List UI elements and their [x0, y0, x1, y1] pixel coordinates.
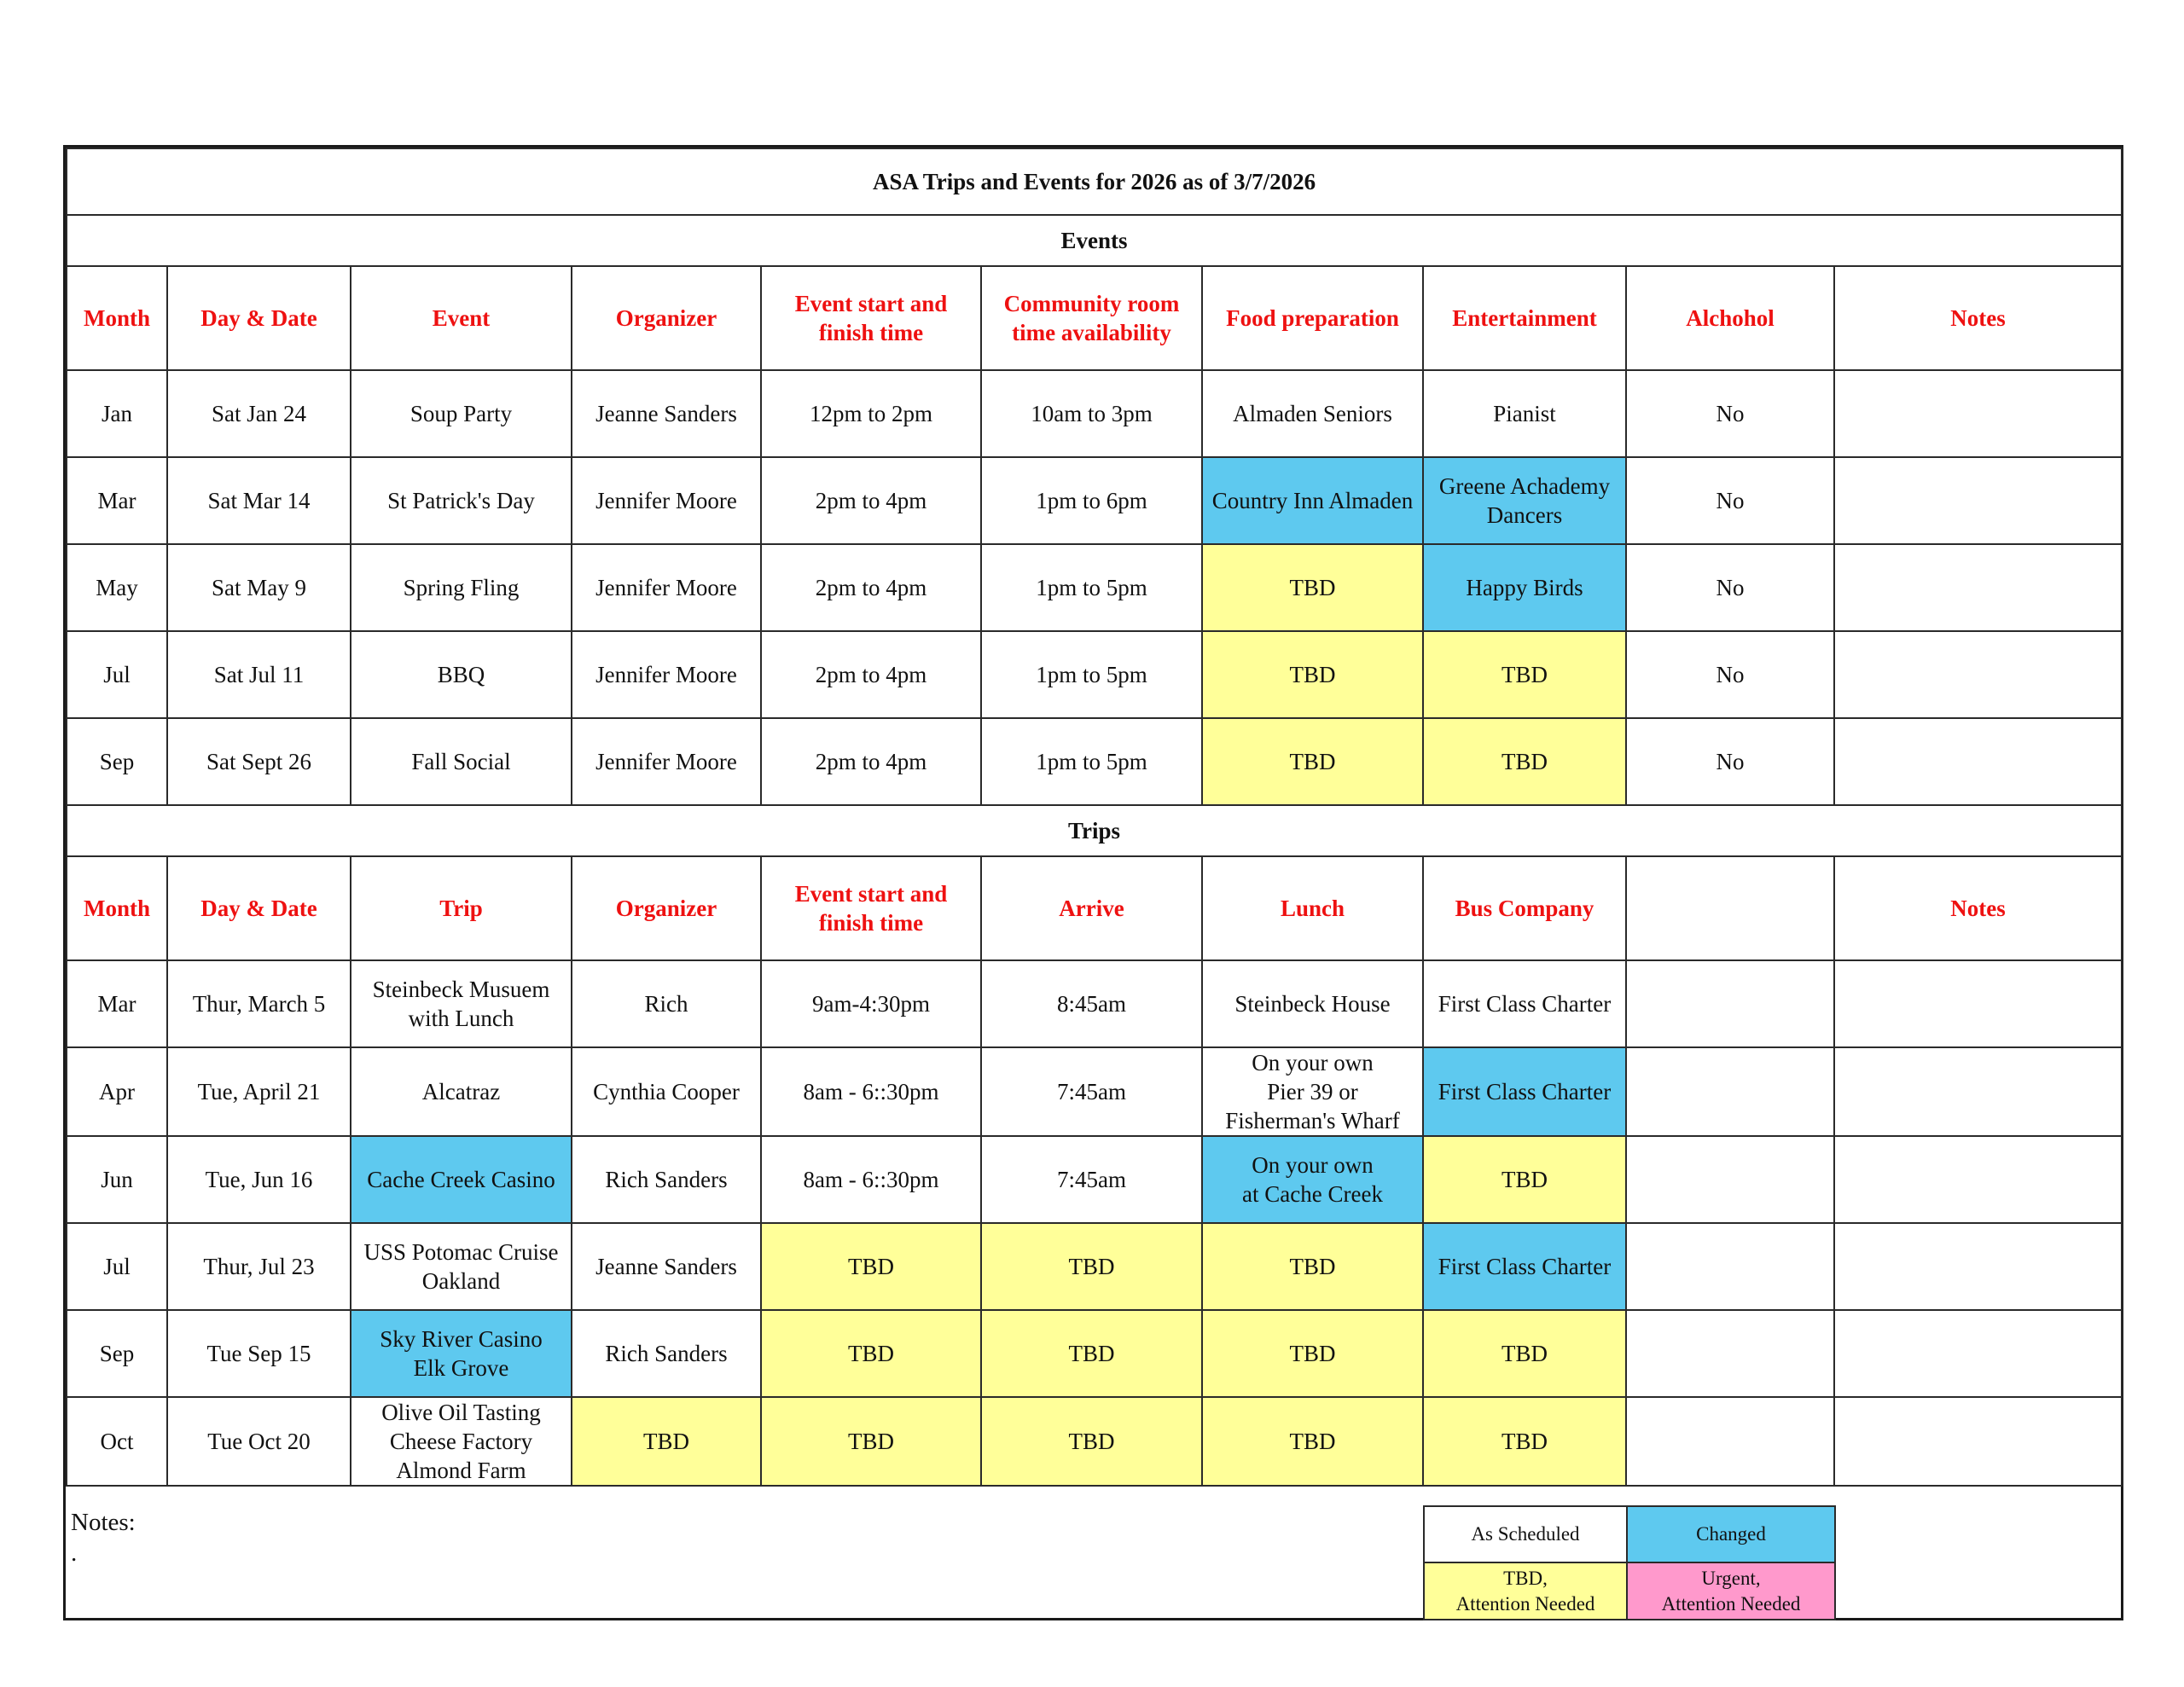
- trip-cell: 8am - 6::30pm: [761, 1136, 981, 1223]
- trips-header-blank: [1626, 856, 1834, 960]
- event-cell: Jennifer Moore: [572, 631, 761, 718]
- events-header-month: Month: [67, 266, 167, 370]
- event-cell: 1pm to 5pm: [981, 718, 1202, 805]
- trip-cell: Thur, March 5: [167, 960, 351, 1047]
- events-header-food: Food preparation: [1202, 266, 1423, 370]
- trip-cell: TBD: [1423, 1136, 1626, 1223]
- trip-cell: Steinbeck House: [1202, 960, 1423, 1047]
- event-cell: [1834, 631, 2122, 718]
- trip-cell: TBD: [981, 1310, 1202, 1397]
- event-cell: Jan: [67, 370, 167, 457]
- event-cell: Sat Jan 24: [167, 370, 351, 457]
- trip-cell: First Class Charter: [1423, 1223, 1626, 1310]
- trip-cell: [1834, 960, 2122, 1047]
- event-cell: [1834, 457, 2122, 544]
- trips-header-time: Event start and finish time: [761, 856, 981, 960]
- trip-cell: Tue Sep 15: [167, 1310, 351, 1397]
- trip-cell: Tue Oct 20: [167, 1397, 351, 1486]
- event-cell: Greene Achademy Dancers: [1423, 457, 1626, 544]
- trips-section-title: Trips: [67, 805, 2122, 856]
- events-header-row: [67, 266, 2122, 370]
- trip-cell: Rich Sanders: [572, 1310, 761, 1397]
- event-cell: No: [1626, 457, 1834, 544]
- event-row: [67, 718, 2122, 805]
- trip-cell: USS Potomac Cruise Oakland: [351, 1223, 572, 1310]
- event-cell: TBD: [1202, 544, 1423, 631]
- legend-changed: Changed: [1626, 1505, 1836, 1563]
- event-row: [67, 544, 2122, 631]
- trips-header-month: Month: [67, 856, 167, 960]
- trip-cell: Oct: [67, 1397, 167, 1486]
- trip-cell: [1626, 1223, 1834, 1310]
- event-cell: TBD: [1423, 631, 1626, 718]
- event-row: [67, 631, 2122, 718]
- trip-cell: TBD: [1202, 1397, 1423, 1486]
- trip-cell: 8am - 6::30pm: [761, 1047, 981, 1136]
- trip-cell: Apr: [67, 1047, 167, 1136]
- trips-header-row: [67, 856, 2122, 960]
- event-cell: No: [1626, 544, 1834, 631]
- trip-cell: Jun: [67, 1136, 167, 1223]
- trip-row: [67, 960, 2122, 1047]
- event-cell: Pianist: [1423, 370, 1626, 457]
- event-cell: No: [1626, 631, 1834, 718]
- event-cell: Jul: [67, 631, 167, 718]
- trip-cell: [1834, 1136, 2122, 1223]
- events-header-alcohol: Alchohol: [1626, 266, 1834, 370]
- trip-cell: [1626, 960, 1834, 1047]
- events-header-event: Event: [351, 266, 572, 370]
- trip-row: [67, 1223, 2122, 1310]
- event-cell: No: [1626, 718, 1834, 805]
- trip-cell: First Class Charter: [1423, 960, 1626, 1047]
- event-cell: 12pm to 2pm: [761, 370, 981, 457]
- trip-cell: TBD: [761, 1310, 981, 1397]
- event-cell: 2pm to 4pm: [761, 544, 981, 631]
- events-header-notes: Notes: [1834, 266, 2122, 370]
- event-cell: Mar: [67, 457, 167, 544]
- trip-cell: Thur, Jul 23: [167, 1223, 351, 1310]
- trip-row: [67, 1047, 2122, 1136]
- trip-cell: Tue, Jun 16: [167, 1136, 351, 1223]
- page-title: ASA Trips and Events for 2026 as of 3/7/2026: [67, 148, 2122, 215]
- event-cell: 10am to 3pm: [981, 370, 1202, 457]
- events-header-entertainment: Entertainment: [1423, 266, 1626, 370]
- trip-cell: Tue, April 21: [167, 1047, 351, 1136]
- event-cell: 2pm to 4pm: [761, 457, 981, 544]
- trip-cell: TBD: [981, 1223, 1202, 1310]
- trips-header-arrive: Arrive: [981, 856, 1202, 960]
- trip-cell: Mar: [67, 960, 167, 1047]
- event-cell: Sat May 9: [167, 544, 351, 631]
- event-cell: Soup Party: [351, 370, 572, 457]
- trip-cell: Rich: [572, 960, 761, 1047]
- event-cell: [1834, 370, 2122, 457]
- event-cell: Sat Mar 14: [167, 457, 351, 544]
- event-cell: Country Inn Almaden: [1202, 457, 1423, 544]
- trip-cell: [1626, 1310, 1834, 1397]
- event-cell: St Patrick's Day: [351, 457, 572, 544]
- legend-urgent: Urgent, Attention Needed: [1626, 1562, 1836, 1620]
- legend-as-scheduled: As Scheduled: [1423, 1505, 1628, 1563]
- schedule-table: [66, 148, 2123, 1487]
- trip-cell: [1626, 1047, 1834, 1136]
- trip-cell: 9am-4:30pm: [761, 960, 981, 1047]
- event-cell: [1834, 718, 2122, 805]
- trip-cell: TBD: [761, 1223, 981, 1310]
- trips-header-bus: Bus Company: [1423, 856, 1626, 960]
- trip-cell: On your own at Cache Creek: [1202, 1136, 1423, 1223]
- events-header-time: Event start and finish time: [761, 266, 981, 370]
- event-cell: Jeanne Sanders: [572, 370, 761, 457]
- event-cell: May: [67, 544, 167, 631]
- trip-cell: TBD: [1202, 1310, 1423, 1397]
- trips-header-notes: Notes: [1834, 856, 2122, 960]
- trip-cell: [1834, 1397, 2122, 1486]
- event-row: [67, 370, 2122, 457]
- events-header-room: Community room time availability: [981, 266, 1202, 370]
- trip-row: [67, 1397, 2122, 1486]
- notes-label: Notes:: [71, 1509, 136, 1536]
- trip-cell: TBD: [1423, 1310, 1626, 1397]
- events-header-organizer: Organizer: [572, 266, 761, 370]
- trip-cell: Steinbeck Musuem with Lunch: [351, 960, 572, 1047]
- event-cell: No: [1626, 370, 1834, 457]
- trip-cell: [1834, 1047, 2122, 1136]
- trips-header-lunch: Lunch: [1202, 856, 1423, 960]
- trip-cell: Rich Sanders: [572, 1136, 761, 1223]
- event-row: [67, 457, 2122, 544]
- trip-cell: Jul: [67, 1223, 167, 1310]
- trip-cell: Olive Oil Tasting Cheese Factory Almond Farm: [351, 1397, 572, 1486]
- trip-cell: Cache Creek Casino: [351, 1136, 572, 1223]
- trip-cell: 8:45am: [981, 960, 1202, 1047]
- event-cell: TBD: [1423, 718, 1626, 805]
- event-cell: 1pm to 5pm: [981, 544, 1202, 631]
- trip-cell: TBD: [1202, 1223, 1423, 1310]
- event-cell: Jennifer Moore: [572, 544, 761, 631]
- trip-cell: On your own Pier 39 or Fisherman's Wharf: [1202, 1047, 1423, 1136]
- notes-area: [66, 1505, 1423, 1620]
- trip-row: [67, 1136, 2122, 1223]
- schedule-sheet: [63, 145, 2123, 1620]
- trip-cell: TBD: [981, 1397, 1202, 1486]
- event-cell: [1834, 544, 2122, 631]
- events-section-title: Events: [67, 215, 2122, 266]
- trips-header-trip: Trip: [351, 856, 572, 960]
- event-cell: Sat Sept 26: [167, 718, 351, 805]
- trip-cell: TBD: [1423, 1397, 1626, 1486]
- trip-cell: Sky River Casino Elk Grove: [351, 1310, 572, 1397]
- event-cell: 2pm to 4pm: [761, 718, 981, 805]
- trip-cell: First Class Charter: [1423, 1047, 1626, 1136]
- trip-cell: Cynthia Cooper: [572, 1047, 761, 1136]
- trip-cell: [1626, 1136, 1834, 1223]
- trip-cell: 7:45am: [981, 1047, 1202, 1136]
- trips-header-date: Day & Date: [167, 856, 351, 960]
- notes-text: .: [71, 1539, 78, 1567]
- trip-cell: [1834, 1223, 2122, 1310]
- event-cell: BBQ: [351, 631, 572, 718]
- trip-cell: Alcatraz: [351, 1047, 572, 1136]
- trip-cell: 7:45am: [981, 1136, 1202, 1223]
- trip-cell: [1626, 1397, 1834, 1486]
- events-header-date: Day & Date: [167, 266, 351, 370]
- event-cell: 1pm to 6pm: [981, 457, 1202, 544]
- trip-cell: Sep: [67, 1310, 167, 1397]
- event-cell: Happy Birds: [1423, 544, 1626, 631]
- trips-header-organizer: Organizer: [572, 856, 761, 960]
- event-cell: 1pm to 5pm: [981, 631, 1202, 718]
- legend-tbd: TBD, Attention Needed: [1423, 1562, 1628, 1620]
- trip-cell: Jeanne Sanders: [572, 1223, 761, 1310]
- event-cell: Sep: [67, 718, 167, 805]
- event-cell: 2pm to 4pm: [761, 631, 981, 718]
- event-cell: TBD: [1202, 631, 1423, 718]
- event-cell: Jennifer Moore: [572, 457, 761, 544]
- event-cell: Sat Jul 11: [167, 631, 351, 718]
- trip-row: [67, 1310, 2122, 1397]
- trip-cell: TBD: [572, 1397, 761, 1486]
- event-cell: TBD: [1202, 718, 1423, 805]
- event-cell: Jennifer Moore: [572, 718, 761, 805]
- event-cell: Spring Fling: [351, 544, 572, 631]
- trip-cell: TBD: [761, 1397, 981, 1486]
- event-cell: Fall Social: [351, 718, 572, 805]
- trip-cell: [1834, 1310, 2122, 1397]
- event-cell: Almaden Seniors: [1202, 370, 1423, 457]
